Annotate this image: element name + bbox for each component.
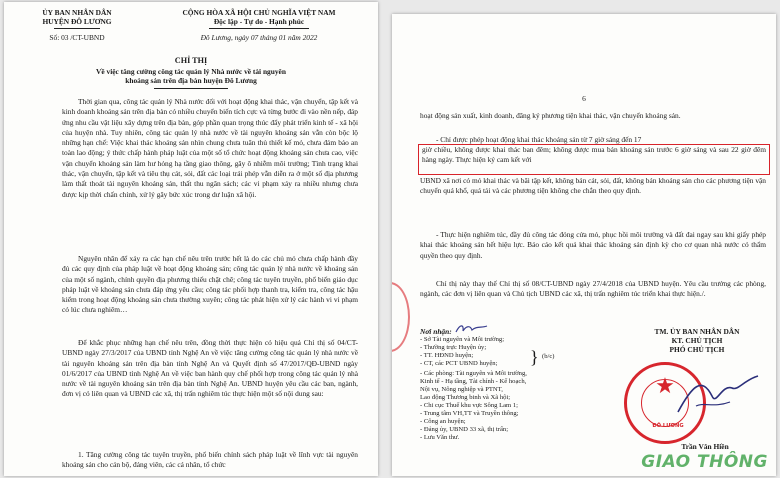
national-motto: Độc lập - Tự do - Hạnh phúc [213,17,305,26]
title-rule [154,88,228,89]
signer-name: Trần Văn Hiền [681,442,729,451]
page-number: 6 [582,94,586,103]
national-title: CỘNG HÒA XÃ HỘI CHỦ NGHĨA VIỆT NAM [182,8,336,17]
report-note: (b/c) [542,353,555,360]
star-icon: ★ [655,374,675,399]
recipient-item: - CT, các PCT UBND huyện; [420,360,498,367]
recipient-item: Lao động Thương binh và Xã hội; [420,394,511,401]
document-page-left [4,2,378,476]
paragraph-top: hoạt động sản xuất, kinh doanh, đăng ký phương tiện khai thác, vận chuyển khoáng sản. [420,111,681,120]
paragraph-highlight-tail: UBND xã nơi có mỏ khai thác và bãi tập kết, không bán cát, sỏi, đất, không bán khoáng sản cho các phương tiện vận chuyển quá khổ, quá tải và các phương tiện không che chắn theo quy định. [420,176,766,196]
recipient-item: - Đảng ủy, UBND 33 xã, thị trấn; [420,426,509,433]
district-name: HUYỆN ĐÔ LƯƠNG [42,17,112,26]
document-subtitle-line1: Về việc tăng cường công tác quản lý Nhà nước về tài nguyên [96,67,286,76]
document-title: CHỈ THỊ [174,56,208,65]
signer-organization: TM. ỦY BAN NHÂN DÂN [654,327,740,336]
agency-name: ỦY BAN NHÂN DÂN [42,8,112,17]
document-number: Số: 03 /CT-UBND [49,33,105,42]
document-date: Đô Lương, ngày 07 tháng 01 năm 2022 [200,33,318,42]
paragraph-highlight: giờ chiều, không được khai thác ban đêm; không được mua bán khoáng sản trước 6 giờ sáng và sau 22 giờ đêm hàng ngày. Thực hiện ký cam kết với [422,145,766,165]
recipients-label: Nơi nhận: [420,327,452,336]
paragraph-3: Chỉ thị này thay thế Chỉ thị số 08/CT-UBND ngày 27/4/2018 của UBND huyện. Yêu cầu trưởng các phòng, ngành, các đơn vị liên quan và Chủ tịch UBND các xã, thị trấn nghiêm túc triển khai thực hiện./. [420,279,766,299]
recipients-brace: } [530,347,539,367]
recipient-item: - Thường trực Huyện ủy; [420,344,487,351]
recipient-item: - Công an huyện; [420,418,466,425]
paragraph-highlight-lead: - Chỉ được phép hoạt động khai thác khoáng sản từ 7 giờ sáng đến 17 [436,135,642,144]
recipient-item: - Các phòng: Tài nguyên và Môi trường, [420,370,527,377]
document-subtitle-line2: khoáng sản trên địa bàn huyện Đô Lương [125,76,257,85]
recipient-item: - Sở Tài nguyên và Môi trường; [420,336,505,343]
paragraph-2: Nguyên nhân để xảy ra các hạn chế nêu trên trước hết là do các chủ mỏ chưa chấp hành đầy đủ các quy định của pháp luật về hoạt động khoáng sản; công tác quản lý nhà nước về khoáng sản của một số ngành, chính quyền địa phương thiếu chặt chẽ; công tác tuyên truyền, phổ biến giáo dục pháp luật về khoáng sản chưa đáp ứng yêu cầu; công tác phối hợp thanh tra, kiểm tra, công tác hậu kiểm trong hoạt động khoáng sản chưa thường xuyên; công tác phát hiện xử lý các hành vi vi phạm có lúc chưa nghiêm… [62,254,358,315]
signer-role-2: PHÓ CHỦ TỊCH [669,345,725,354]
recipient-item: Kinh tế - Hạ tầng, Tài chính - Kế hoạch, [420,378,527,385]
publisher-watermark: GIAO THÔNG [641,452,768,472]
paragraph-2: - Thực hiện nghiêm túc, đầy đủ công tác đóng cửa mỏ, phục hồi môi trường và đất đai ngay sau khi giấy phép khai thác khoáng sản hết hiệu lực. Báo cáo kết quả khai thác khoáng sản định kỳ cho cơ quan nhà nước có thẩm quyền theo quy định. [420,230,766,260]
partial-stamp-edge [392,282,410,352]
paragraph-3: Để khắc phục những hạn chế nêu trên, đồng thời thực hiện có hiệu quả Chỉ thị số 04/CT-UBND ngày 27/3/2017 của UBND tỉnh Nghệ An về việc tăng cường công tác quản lý nhà nước về tài nguyên khoáng sản trên địa bàn tỉnh Nghệ An và Quyết định số 47/2017/QĐ-UBND ngày 01/6/2017 của UBND tỉnh Nghệ An về việc ban hành quy chế phối hợp trong công tác quản lý nhà nước về tài nguyên khoáng sản trên địa bàn tỉnh Nghệ An. UBND huyện yêu cầu các ban, ngành, đơn vị có liên quan và UBND các xã, thị trấn nghiêm túc thực hiện một số nội dung sau: [62,338,358,399]
recipient-item: Nội vụ, Nông nghiệp và PTNT, [420,386,503,393]
header-right-rule [209,28,309,29]
recipient-item: - Lưu Văn thư. [420,434,460,441]
handwritten-signature [672,366,762,426]
recipient-item: - TT. HĐND huyện; [420,352,474,359]
recipient-item: - Trung tâm VH,TT và Truyền thông; [420,410,519,417]
document-page-right [392,14,776,476]
paragraph-1: Thời gian qua, công tác quản lý Nhà nước đối với hoạt động khai thác, vận chuyển, tập kết và kinh doanh khoáng sản trên địa bàn có nhiều chuyển biến tích cực và từng bước đi vào nền nếp, đáp ứng nhu cầu vật liệu xây dựng trên địa bàn, góp phần quan trọng thúc đẩy phát triển kinh tế - xã hội của huyện nhà. Tuy nhiên, công tác quản lý nhà nước về tài nguyên khoáng sản vẫn còn bộc lộ những hạn chế: Việc khai thác khoáng sản nhìn chung chưa tuân thủ thiết kế mỏ, chưa đảm bảo an toàn lao động; ý thức chấp hành pháp luật của một số tổ chức hoạt động khoáng sản chưa cao, việc vận chuyển khoáng sản làm hư hỏng hạ tầng giao thông, gây ô nhiễm môi trường; Tình trạng khai thác, vận chuyển, tập kết và tiêu thụ cát, sỏi, đất các loại trái phép vẫn diễn ra ở một số địa phương làm thất thoát tài nguyên khoáng sản, thất thu ngân sách; các vi phạm xảy ra nhiều nhưng chưa được kịp thời chấn chỉnh, xử lý gây bức xúc trong dư luận xã hội. [62,97,358,199]
stamp-lettering: ĐÔ LƯƠNG [652,423,684,429]
signer-role-1: KT. CHỦ TỊCH [671,336,723,345]
recipient-item: - Chi cục Thuế khu vực Sông Lam 1; [420,402,518,409]
paragraph-4: 1. Tăng cường công tác tuyên truyền, phổ biến chính sách pháp luật về lĩnh vực tài nguyên khoáng sản cho cán bộ, đảng viên, các cá nhân, tổ chức [62,450,358,470]
initials-signature [454,322,490,336]
header-left-rule [54,28,100,29]
